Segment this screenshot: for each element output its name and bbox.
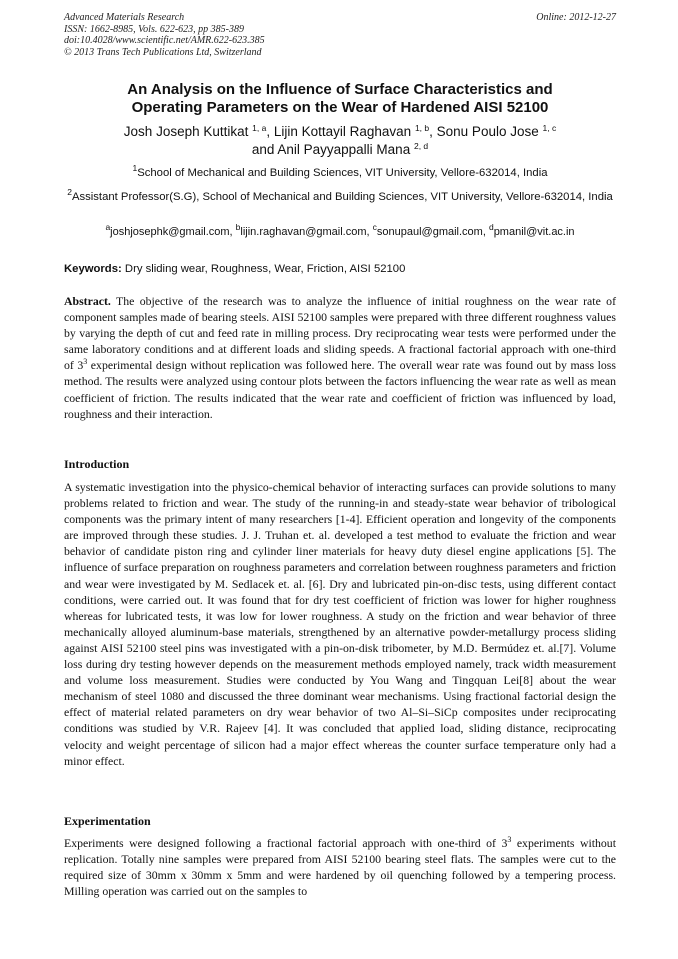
experimentation-heading: Experimentation	[64, 814, 151, 828]
keywords-text: Dry sliding wear, Roughness, Wear, Friction, AISI 52100	[121, 263, 406, 275]
author-line-1	[64, 123, 616, 141]
introduction-body: A systematic investigation into the physico-chemical behavior of interacting surfaces can provide solutions to many problems related to friction and wear. The study of the running-in and steady-state wear behavior of tribological components was the primary intent of many researchers [1-4]. Efficient operation and longevity of the components are improved through these studies. J. J. Truhan et. al. developed a test method to evaluate the friction and wear behavior of candidate piston ring and cylinder liner materials for heavy duty diesel engine applications [5]. The influence of surface preparation on roughness parameters and correlation between roughness parameters and friction and wear were investigated by M. Sedlacek et. al. [6]. Dry and lubricated pin-on-disc tests, using different contact conditions, were carried out. It was found that for dry test coefficient of friction was lower for higher roughness whereas for lubricated tests, it was low for lower roughness. A study on the friction and wear behavior of three mechanically alloyed aluminum-base materials, strengthened by an alternative powder-metallurgy process sliding against AISI 52100 steel pins was investigated with a pin-on-disk tribometer, by M.D. Bermúdez et. al.[7]. Volume loss during dry testing however depends on the measurement methods employed namely, track width measurement and volume loss measurement. Studies were conducted by You Wang and Tingquan Lei[8] about the wear mechanism of steel 1080 and discussed the three dominant wear mechanisms. Using fractional factorial design the effect of material related parameters on dry wear behavior of two Al–Si–SiCp composites under reciprocating conditions was studied by V.R. Rajeev [4]. It was concluded that applied load, sliding distance, reciprocating velocity and weight percentage of silicon had a major effect whereas the counter surface temperature only had a minor effect.	[64, 480, 616, 768]
paper-title	[64, 81, 616, 116]
author-emails	[64, 222, 616, 239]
email-text: sonupaul@gmail.com,	[376, 226, 489, 238]
author-sup: 1, b	[414, 123, 430, 133]
email-text: lijin.raghavan@gmail.com,	[240, 226, 373, 238]
author-name: Sonu Poulo Jose	[436, 124, 539, 139]
author-name: Lijin Kottayil Raghavan	[273, 124, 412, 139]
author-sup: 1, c	[542, 123, 557, 133]
online-date: Online: 2012-12-27	[536, 12, 616, 23]
affiliation-2	[64, 187, 616, 205]
introduction-heading: Introduction	[64, 457, 130, 471]
journal-name: Advanced Materials Research	[64, 12, 185, 23]
experimentation-text-continued: experiments without replication. Totally nine samples were prepared from AISI 52100 bearing steel flats. The samples were cut to the required size of 30mm x 30mm x 5mm and were hardened by oil quenching followed by a tempering process. Milling operation was carried out on the samples to	[64, 836, 616, 899]
email-text: pmanil@vit.ac.in	[493, 226, 575, 238]
email-text: joshjosephk@gmail.com,	[110, 226, 236, 238]
author-name: Josh Joseph Kuttikat	[123, 124, 249, 139]
abstract-text-continued: experimental design without replication was followed here. The overall wear rate was found out by mass loss method. The results were analyzed using contour plots between the factors influencing the wear rate as well as mean coefficient of friction. The results indicated that the wear rate and coefficient of friction was influenced by load, roughness and their interaction.	[64, 358, 616, 421]
abstract-sup: 3	[83, 357, 88, 367]
affiliation-sup: 2	[67, 187, 72, 197]
author-sup: 2, d	[413, 141, 429, 151]
keywords-label: Keywords:	[64, 263, 122, 275]
email-sup: d	[488, 222, 494, 232]
author-name: and Anil Payyappalli Mana	[251, 142, 411, 157]
title-line-2: Operating Parameters on the Wear of Hardened AISI 52100	[131, 98, 549, 116]
issn-line: ISSN: 1662-8985, Vols. 622-623, pp 385-389	[64, 23, 244, 35]
author-list	[64, 123, 616, 159]
author-sup: 1, a	[252, 123, 267, 133]
author-separator: ,	[266, 124, 274, 139]
title-line-1: An Analysis on the Influence of Surface Characteristics and	[127, 81, 553, 98]
journal-header	[64, 12, 616, 58]
experimentation-sup: 3	[507, 835, 512, 844]
doi-line: doi:10.4028/www.scientific.net/AMR.622-623.385	[64, 35, 265, 46]
experimentation-body	[64, 835, 616, 899]
experimentation-text: Experiments were designed following a fractional factorial approach with one-third of 3	[64, 836, 508, 850]
author-separator: ,	[429, 124, 437, 139]
email-sup: a	[105, 222, 111, 232]
abstract-text: The objective of the research was to analyze the influence of initial roughness on the wear rate of component samples made of bearing steels. AISI 52100 samples were prepared with three different roughness values by varying the depth of cut and feed rate in milling process. Dry reciprocating wear tests were performed under the same laboratory conditions and at different loads and sliding speeds. A fractional factorial approach with one-third of 3	[64, 294, 616, 373]
affiliation-1	[64, 163, 616, 181]
abstract-label: Abstract.	[64, 294, 111, 308]
abstract	[64, 293, 616, 422]
affiliation-text: Assistant Professor(S.G), School of Mechanical and Building Sciences, VIT University, Vellore-632014, India	[71, 191, 613, 203]
email-sup: c	[372, 222, 377, 232]
affiliation-text: School of Mechanical and Building Sciences, VIT University, Vellore-632014, India	[137, 167, 548, 179]
copyright-line: © 2013 Trans Tech Publications Ltd, Switzerland	[64, 46, 262, 58]
keywords	[64, 262, 616, 276]
affiliation-sup: 1	[132, 163, 138, 173]
email-sup: b	[235, 222, 241, 232]
author-line-2	[64, 141, 616, 159]
